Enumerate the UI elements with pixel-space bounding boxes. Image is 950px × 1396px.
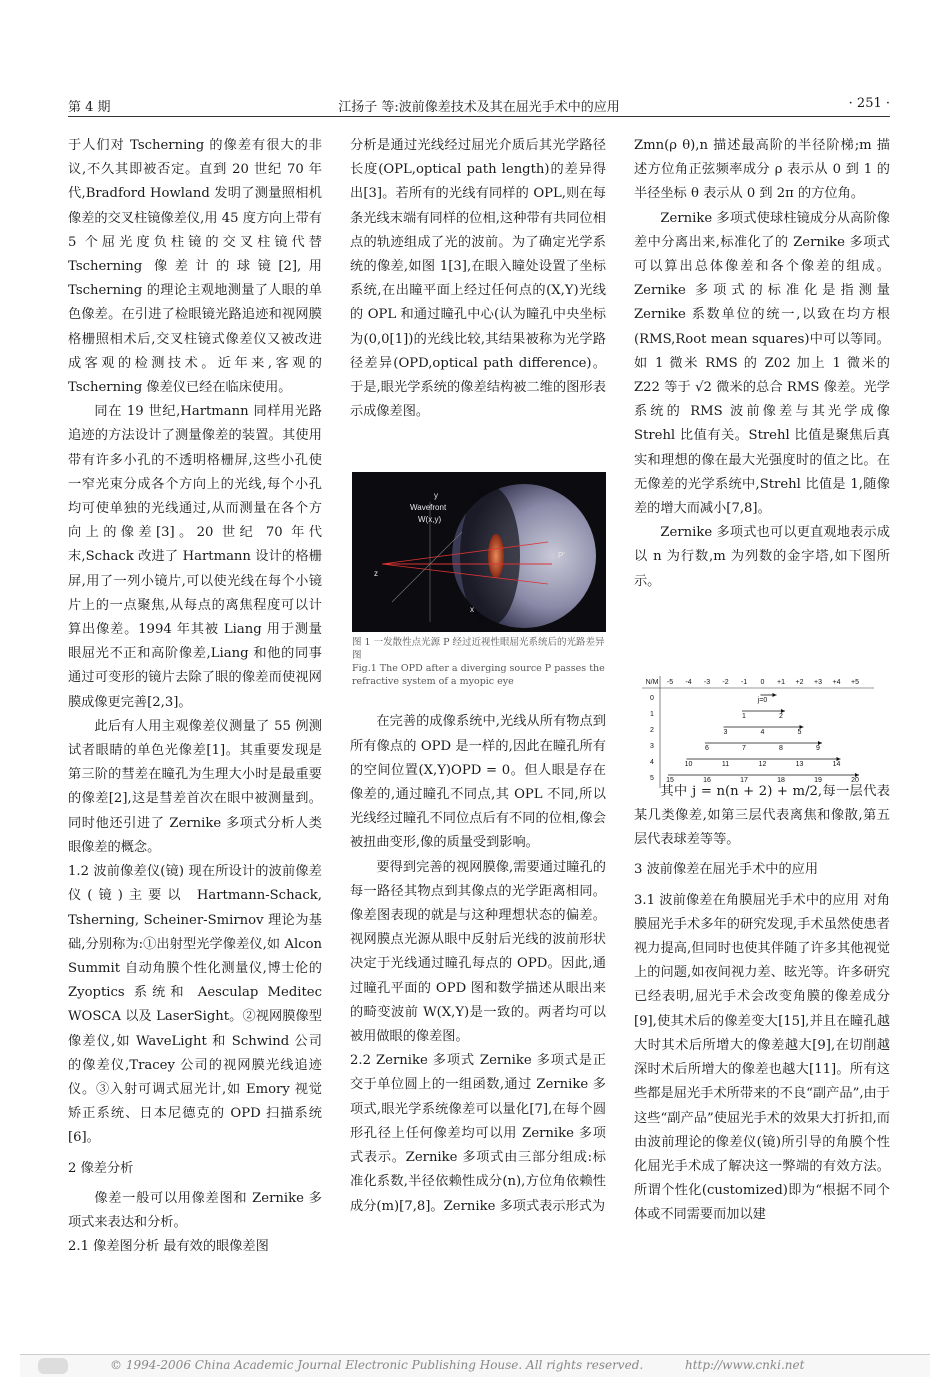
pyramid-n-label: 5	[650, 775, 654, 782]
footer-url: http://www.cnki.net	[685, 1358, 805, 1372]
pyramid-j-value: 2	[779, 713, 783, 720]
pyramid-j-value: 11	[721, 761, 730, 768]
paragraph: 于人们对 Tscherning 的像差有很大的非议,不久其即被否定。直到 20 世纪 70 年代,Bradford Howland 发明了测量照相机像差的交叉柱镜像差仪,用 45 度方向上带有 5 个屈光度负柱镜的交叉柱镜代替 Tscherning 像差计的球镜[2],用 Tscherning 的理论主观地测量了人眼的单色像差。在引进了检眼镜光路追迹和视网膜格栅照相术后,交叉柱镜式像差仪又被改进成客观的检测技术。近年来,客观的 Tscherning 像差仪已经在临床使用。	[68, 138, 322, 396]
subsection-paragraph: 2.2 Zernike 多项式 Zernike 多项式是正交于单位圆上的一组函数,通过 Zernike 多项式,眼光学系统像差可以量化[7],在每个圆形孔径上任何像差均可以用 Zernike 多项式表示。Zernike 多项式由三部分组成:标准化系数,半径依赖性成分(n),方位角依赖性成分(m)[7,8]。Zernike 多项式表示形式为	[350, 1053, 606, 1214]
paragraph: 其中 j = n(n + 2) + m/2,每一层代表某几类像差,如第三层代表离焦和像散,第五层代表球差等等。	[634, 783, 890, 848]
label-p: P'	[558, 551, 565, 560]
pyramid-j-value: 17	[740, 777, 748, 784]
pyramid-m-label: -2	[722, 679, 729, 686]
label-w: W(x,y)	[418, 515, 442, 524]
pyramid-j-value: 13	[795, 761, 804, 768]
pyramid-m-label: -5	[666, 679, 674, 686]
subsection-paragraph: 2.1 像差图分析 最有效的眼像差图	[68, 1239, 269, 1255]
page-footer	[20, 1354, 930, 1377]
pyramid-m-label: -4	[685, 679, 692, 686]
pyramid-j-value: 3	[723, 729, 728, 736]
pyramid-j-value: 10	[684, 761, 693, 768]
pyramid-n-label: 0	[650, 695, 654, 702]
pyramid-j-value: 20	[851, 777, 859, 784]
pyramid-m-label: +1	[777, 679, 785, 686]
pyramid-j-value: 12	[758, 761, 767, 768]
paragraph: 在完善的成像系统中,光线从所有物点到所有像点的 OPD 是一样的,因此在瞳孔所有的空间位置(X,Y)OPD = 0。但人眼是存在像差的,通过瞳孔不同点,其 OPL 不同,所以光线经过瞳孔不同位点后有不同的位相,像会被扭曲变形,像的质量受到影响。	[350, 714, 606, 851]
pyramid-j-value: 14	[832, 761, 841, 768]
issue-number: 第 4 期	[68, 100, 111, 115]
label-y: y	[434, 491, 438, 500]
eye-diagram	[352, 472, 606, 632]
label-x: x	[470, 605, 474, 614]
pyramid-j-value: 4	[760, 729, 765, 736]
copyright-text: © 1994-2006 China Academic Journal Electronic Publishing House. All rights reserved.	[110, 1358, 644, 1372]
pyramid-j-value: 9	[816, 745, 820, 752]
pyramid-n-label: 3	[650, 743, 654, 750]
pyramid-header: N/M	[645, 679, 659, 686]
pyramid-j-value: j=0	[757, 697, 768, 704]
label-z: z	[374, 569, 378, 578]
paragraph: 此后有人用主观像差仪测量了 55 例测试者眼睛的单色光像差[1]。其重要发现是第三阶的彗差在瞳孔为生理大小时是最重要的像差[2],这是彗差首次在眼中被测量到。同时他还引进了 Zernike 多项式分析人类眼像差的概念。	[68, 718, 322, 855]
paragraph: 像差一般可以用像差图和 Zernike 多项式来表达和分析。	[68, 1190, 322, 1230]
pyramid-n-label: 2	[650, 727, 654, 734]
caption-english: Fig.1 The OPD after a diverging source P passes the refractive system of a myopic eye	[352, 663, 605, 687]
pyramid-j-value: 16	[703, 777, 711, 784]
lens-shape	[488, 534, 504, 578]
pyramid-m-label: +5	[851, 679, 859, 686]
paragraph: Zernike 多项式也可以更直观地表示成以 n 为行数,m 为列数的金字塔,如下图所示。	[634, 525, 890, 589]
page-number: · 251 ·	[848, 96, 890, 111]
coord-axis	[392, 532, 462, 602]
section-heading: 2 像差分析	[68, 1160, 134, 1176]
caption-chinese: 图 1 一发散性点光源 P 经过近视性眼屈光系统后的光路差异图	[352, 637, 605, 661]
pyramid-j-value: 8	[779, 745, 783, 752]
pyramid-m-label: -3	[703, 679, 711, 686]
label-wavefront: Wavefront	[410, 503, 447, 512]
pyramid-j-value: 7	[742, 745, 746, 752]
section-heading: 3 波前像差在屈光手术中的应用	[634, 862, 819, 878]
cnki-logo-icon	[38, 1358, 68, 1374]
subsection-paragraph: 3.1 波前像差在角膜屈光手术中的应用 对角膜屈光手术多年的研究发现,手术虽然使患者视力提高,但同时也使其伴随了许多其他视觉上的问题,如夜间视力差、眩光等。许多研究已经表明,屈光手术会改变角膜的像差成分[9],使其术后的像差变大[15],并且在瞳孔越大时其术后所增大的像差越大[9],在切削越深时术后所增大的像差也越大[11]。所有这些都是屈光手术所带来的不良“副产品”,由于这些“副产品”使屈光手术的效果大打折扣,而由波前理论的像差仪(镜)所引导的角膜个性化屈光手术成了解决这一弊端的有效方法。所谓个性化(customized)即为“根据不同个体或不同需要而加以建	[634, 892, 890, 1223]
subsection-paragraph: 1.2 波前像差仪(镜) 现在所设计的波前像差仪(镜)主要以 Hartmann-Schack, Tsherning, Scheiner-Smirnov 理论为基础,分别称为:①出射型光学像差仪,如 Alcon Summit 自动角膜个性化测量仪,博士伦的 Zyoptics 系统和 Aesculap Meditec WOSCA 以及 LaserSight。②视网膜像型像差仪,如 WaveLight 和 Schwind 公司的像差仪,Tracey 公司的视网膜光线追迹仪。③入射可调式屈光计,如 Emory 视觉矫正系统、日本尼德克的 OPD 扫描系统[6]。	[68, 864, 322, 1146]
figure-1	[352, 472, 606, 744]
pyramid-m-label: +2	[795, 679, 804, 686]
pyramid-m-label: +3	[814, 679, 822, 686]
running-title: 江扬子 等:波前像差技术及其在屈光手术中的应用	[338, 100, 620, 115]
pyramid-j-value: 18	[777, 777, 785, 784]
pyramid-m-label: +4	[832, 679, 841, 686]
zernike-pyramid-figure	[640, 672, 876, 792]
paragraph: 同在 19 世纪,Hartmann 同样用光路追迹的方法设计了测量像差的装置。其使用带有许多小孔的不透明格栅屏,这些小孔使一窄光束分成各个方向上的光线,每个小孔均可使单独的光线通过,从而测量在各个方向上的像差[3]。20 世纪 70 年代末,Schack 改进了 Hartmann 设计的格栅屏,用了一列小镜片,可以使光线在每个小镜片上的一点聚焦,从每点的离焦程度可以计算出像差。1994 年其被 Liang 用于测量眼屈光不正和高阶像差,Liang 和他的同事通过可变形的镜片去除了眼的像差而使视网膜成像更完善[2,3]。	[68, 404, 322, 710]
pyramid-m-label: -1	[740, 679, 748, 686]
pyramid-j-value: 5	[797, 729, 802, 736]
pyramid-n-label: 1	[650, 711, 654, 718]
pyramid-n-label: 4	[650, 759, 654, 766]
pyramid-j-value: 1	[742, 713, 746, 720]
paragraph: Zernike 多项式使球柱镜成分从高阶像差中分离出来,标准化了的 Zernike 多项式可以算出总体像差和各个像差的组成。Zernike 多项式的标准化是指测量 Zernike 系数单位的统一,以致在均方根(RMS,Root mean squares)中可以等同。如 1 微米 RMS 的 Z02 加上 1 微米的 Z22 等于 √2 微米的总合 RMS 像差。光学系统的 RMS 波前像差与其光学成像 Strehl 比值有关。Strehl 比值是聚焦后真实和理想的像在最大光强度时的值之比。在无像差的光学系统中,Strehl 比值是 1,随像差的增大而减小[7,8]。	[634, 210, 890, 517]
paragraph: 分析是通过光线经过屈光介质后其光学路径长度(OPL,optical path length)的差异得出[3]。若所有的光线有同样的 OPL,则在每条光线末端有同样的位相,这种带有共同位相点的轨迹组成了光的波前。为了确定光学系统的像差,如图 1[3],在眼入瞳处设置了坐标系统,在出瞳平面上经过任何点的(X,Y)光线的 OPL 和通过瞳孔中心(认为瞳孔中央坐标为(0,0[1])的光线比较,其结果被称为光学路径差异(OPD,optical path difference)。于是,眼光学系统的像差结构被二维的图形表示成像差图。	[350, 138, 606, 420]
pyramid-arrowhead	[773, 693, 777, 697]
paragraph: 要得到完善的视网膜像,需要通过瞳孔的每一路径其物点到其像点的光学距离相同。像差图表现的就是与这种理想状态的偏差。视网膜点光源从眼中反射后光线的波前形状决定于光线通过瞳孔每点的 OPD。因此,通过瞳孔平面的 OPD 图和数学描述从眼出来的畸变波前 W(X,Y)是一致的。两者均可以被用做眼的像差图。	[350, 859, 606, 1045]
figure-1-image	[352, 472, 606, 632]
pyramid-m-label: 0	[760, 679, 765, 686]
paragraph: Zmn(ρ θ),n 描述最高阶的半径阶梯;m 描述方位角正弦频率成分 ρ 表示从 0 到 1 的半径坐标 θ 表示从 0 到 2π 的方位角。	[634, 138, 890, 202]
text-column-1	[68, 134, 322, 1259]
zernike-pyramid	[640, 672, 876, 792]
pyramid-j-value: 6	[705, 745, 709, 752]
pyramid-j-value: 15	[666, 777, 674, 784]
running-header	[68, 96, 890, 117]
figure-1-caption	[352, 636, 606, 688]
pyramid-j-value: 19	[814, 777, 822, 784]
